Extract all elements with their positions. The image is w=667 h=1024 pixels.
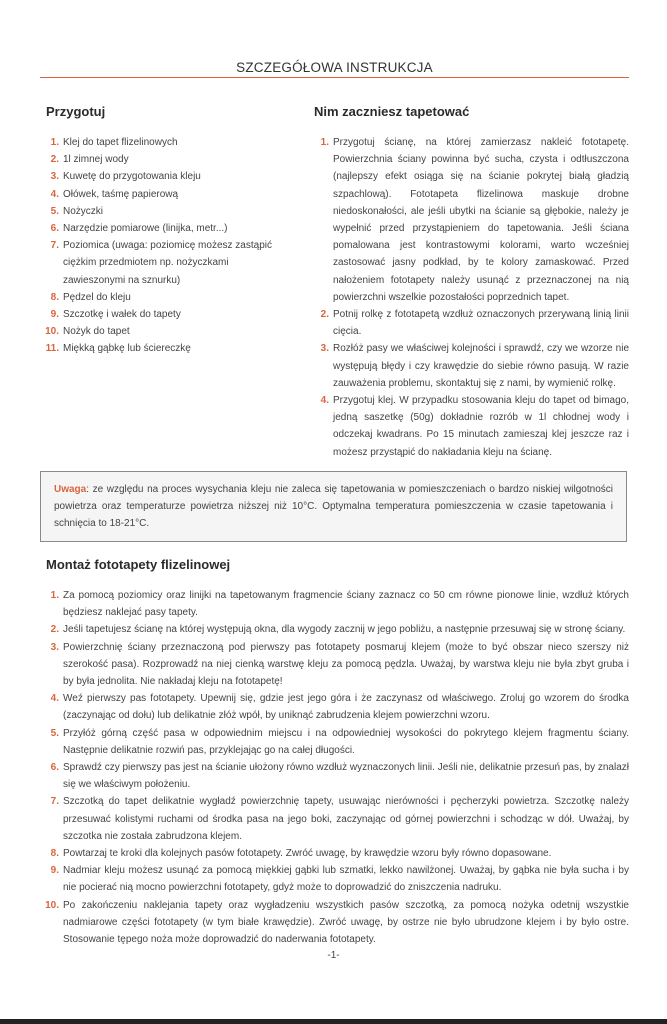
list-item-number: 2. [320,309,329,321]
list-item [50,862,629,896]
list-item-text: Poziomica (uwaga: poziomicę możesz zastąpić ciężkim przedmiotem np. nożyczkami zawieszonymi na sznurku) [63,240,272,286]
page-title: SZCZEGÓŁOWA INSTRUKCJA [236,60,433,75]
list-item [50,621,629,638]
list-item [50,168,283,185]
list-item [50,690,629,724]
list-item [320,306,629,340]
list-item [50,289,283,306]
prepare-list [45,134,283,358]
title-underline [40,77,629,78]
list-item-number: 9. [50,309,59,321]
list-item-number: 3. [50,641,59,653]
prepare-heading: Przygotuj [46,104,106,119]
list-item-number: 8. [50,291,59,303]
list-item-text: Przygotuj klej. W przypadku stosowania kleju do tapet od bimago, jedną saszetkę (50g) dokładnie rozrób w 1l chłodnej wody i odczekaj kwadrans. Po 15 minutach zamieszaj klej jeszcze raz i możesz przystąpić do nakładania kleju na ścianę. [333,395,629,458]
assembly-list [45,587,629,948]
list-item-number: 1. [50,590,59,601]
list-item-text: Za pomocą poziomicy oraz linijki na tapetowanym fragmencie ściany zaznacz co 50 cm równe pionowe linie, wzdłuż których będziesz naklejać pasy tapety. [63,590,629,619]
list-item-text: Powtarzaj te kroki dla kolejnych pasów fototapety. Zwróć uwagę, by krawędzie wzoru były równo dopasowane. [63,848,552,860]
list-item-number: 10. [45,899,59,911]
list-item-number: 2. [50,154,59,166]
list-item [45,340,283,357]
list-item-text: Klej do tapet flizelinowych [63,137,178,148]
list-item-number: 3. [50,171,59,183]
warning-box [40,471,627,542]
list-item-text: Sprawdź czy pierwszy pas jest na ścianie ułożony równo wzdłuż wyznaczonych linii. Jeśli nie, delikatnie przesuń pas, by znalazł się we właściwym położeniu. [63,762,629,791]
bottom-edge-bar [0,1019,667,1024]
list-item-number: 4. [50,188,59,200]
list-item [320,134,629,306]
list-item-text: Potnij rolkę z fototapetą wzdłuż oznaczonych przerywaną linią linii cięcia. [333,309,629,338]
list-item [50,793,629,845]
list-item [50,725,629,759]
list-item-number: 5. [50,727,59,739]
list-item [50,134,283,151]
list-item [50,220,283,237]
list-item [320,340,629,392]
list-item-text: Miękką gąbkę lub ściereczkę [63,343,191,355]
list-item [320,392,629,461]
list-item-text: Szczotkę i wałek do tapety [63,309,181,321]
list-item-text: Narzędzie pomiarowe (linijka, metr...) [63,223,228,235]
list-item [45,323,283,340]
list-item [50,151,283,168]
before-heading: Nim zaczniesz tapetować [314,104,470,119]
warning-label: Uwaga [54,484,87,495]
page-number: -1- [327,950,340,961]
list-item-number: 5. [50,205,59,217]
list-item [50,759,629,793]
list-item-text: Pędzel do kleju [63,291,131,303]
list-item [50,237,283,289]
list-item-text: 1l zimnej wody [63,154,129,166]
list-item-number: 11. [45,343,59,355]
list-item-number: 4. [320,395,329,407]
list-item-text: Przyłóż górną część pasa w odpowiednim miejscu i na odpowiedniej wysokości do pokrytego klejem fragmentu ściany. Następnie delikatnie rozwiń pas, przyklejając go na całej długości. [63,727,629,756]
list-item-number: 1. [50,137,59,148]
list-item-number: 6. [50,762,59,774]
list-item-number: 7. [50,796,59,808]
list-item [50,203,283,220]
list-item-number: 4. [50,693,59,705]
list-item-text: Przygotuj ścianę, na której zamierzasz nakleić fototapetę. Powierzchnia ściany powinna być sucha, czysta i odtłuszczona (najlepszy efekt osiąga się na ścianie pokrytej białą gładzią szpachlową). Fototapeta flizelinowa maskuje drobne niedoskonałości, ale jeśli ubytki na ścianie są głębokie, należy je wypełnić przed przystąpieniem do tapetowania. Jeśli ściana pomalowana jest kontrastowymi kolorami, warto wcześniej zastosować jasny podkład, by te kolory zamaskować. Przed nałożeniem fototapety należy usunąć z przeznaczonej na nią powierzchni wszelkie pozostałości poprzednich tapet. [333,137,629,303]
list-item-number: 6. [50,223,59,235]
list-item-number: 9. [50,865,59,877]
list-item [50,186,283,203]
list-item-text: Weź pierwszy pas fototapety. Upewnij się, gdzie jest jego góra i że zaczynasz od właściwego. Zroluj go wzorem do środka (zaczynając od dołu) lub delikatnie złóż wpół, by uniknąć zabrudzenia klejem powierzchni wzoru. [63,693,629,722]
list-item-text: Nożyk do tapet [63,326,130,338]
list-item-text: Jeśli tapetujesz ścianę na której występują okna, dla wygody zacznij w jego pobliżu, a następnie przesuwaj się w stronę ściany. [63,624,626,636]
warning-text: : ze względu na proces wysychania kleju nie zaleca się tapetowania w pomieszczeniach o bardzo niskiej wilgotności powietrza oraz temperaturze powietrza niższej niż 10°C. Optymalna temperatura pomieszczenia w czasie tapetowania i schnięcia to 18-21°C. [54,484,613,530]
list-item [50,587,629,621]
list-item-number: 1. [320,137,329,148]
list-item-text: Szczotką do tapet delikatnie wygładź powierzchnię tapety, usuwając nierówności i pęcherzyki powietrza. Szczotkę należy przesuwać kolistymi ruchami od środka pasa na jego boki, zaczynając od górnej powierzchni i schodząc w dół. Uważaj, by szczotka nie została zabrudzona klejem. [63,796,629,842]
list-item [45,897,629,949]
list-item-text: Ołówek, taśmę papierową [63,188,179,200]
list-item [50,845,629,862]
list-item-number: 7. [50,240,59,252]
list-item-text: Rozłóż pasy we właściwej kolejności i sprawdź, czy we wzorze nie występują błędy i czy krawędzie do siebie równo pasują. W razie zauważenia problemu, skontaktuj się z nami, by wymienić rolkę. [333,343,629,389]
list-item-text: Po zakończeniu naklejania tapety oraz wygładzeniu wszystkich pasów szczotką, za pomocą nożyka odetnij wszystkie nadmiarowe części fototapety (w tym białe krawędzie). Zwróć uwagę, by ostrze nie było ubrudzone klejem i by było ostre. Stosowanie tępego noża może doprowadzić do naderwania fototapety. [63,899,629,946]
list-item-number: 3. [320,343,329,355]
list-item-text: Nożyczki [63,205,104,217]
assembly-heading: Montaż fototapety flizelinowej [46,557,231,572]
list-item [50,306,283,323]
before-list [320,134,629,461]
list-item-number: 8. [50,848,59,860]
list-item-number: 10. [45,326,59,338]
list-item-text: Kuwetę do przygotowania kleju [63,171,201,183]
list-item [50,639,629,691]
list-item-text: Powierzchnię ściany przeznaczoną pod pierwszy pas fototapety posmaruj klejem (może to być obszar nieco szerszy niż szerokość pasa). Rozprowadź na niej cienką warstwę kleju za pomocą pędzla. Uważaj, by warstwa kleju nie była zbyt gruba i by była jednolita. Nie nakładaj kleju na fototapetę! [63,641,629,688]
list-item-number: 2. [50,624,59,636]
list-item-text: Nadmiar kleju możesz usunąć za pomocą miękkiej gąbki lub szmatki, lekko nawilżonej. Uważaj, by gąbka nie była sucha i by nie pocierać nią mocno powierzchni fototapety, gdyż może to doprowadzić do zniszczenia nadruku. [63,865,629,894]
